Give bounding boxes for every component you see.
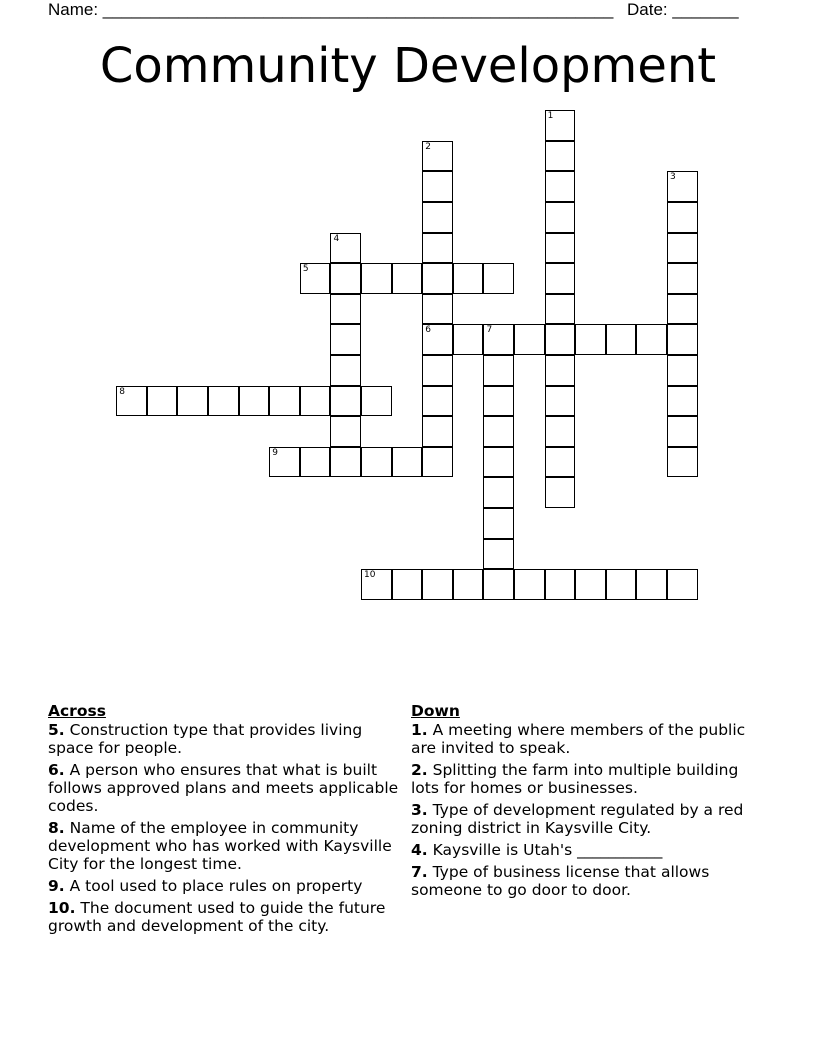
grid-cell[interactable] bbox=[361, 386, 392, 417]
grid-cell[interactable] bbox=[330, 233, 361, 264]
clue-across bbox=[48, 877, 408, 895]
grid-cell[interactable] bbox=[545, 263, 576, 294]
grid-cell[interactable] bbox=[667, 294, 698, 325]
grid-cell[interactable] bbox=[453, 569, 484, 600]
grid-cell[interactable] bbox=[361, 569, 392, 600]
grid-cell[interactable] bbox=[453, 324, 484, 355]
clue-down bbox=[411, 761, 771, 797]
grid-cell[interactable] bbox=[667, 233, 698, 264]
clue-across bbox=[48, 761, 408, 815]
clue-down bbox=[411, 841, 771, 859]
grid-cell[interactable] bbox=[545, 110, 576, 141]
grid-cell[interactable] bbox=[422, 233, 453, 264]
cell-number: 5 bbox=[302, 264, 309, 275]
grid-cell[interactable] bbox=[606, 324, 637, 355]
grid-cell[interactable] bbox=[269, 386, 300, 417]
page-title: Community Development bbox=[99, 38, 717, 94]
grid-cell[interactable] bbox=[483, 324, 514, 355]
cell-number: 9 bbox=[272, 447, 278, 458]
grid-cell[interactable] bbox=[667, 569, 698, 600]
grid-cell[interactable] bbox=[147, 386, 178, 417]
grid-cell[interactable] bbox=[667, 263, 698, 294]
grid-cell[interactable] bbox=[575, 324, 606, 355]
clue-number: 2. bbox=[411, 761, 428, 779]
grid-cell[interactable] bbox=[361, 263, 392, 294]
grid-cell[interactable] bbox=[545, 233, 576, 264]
grid-cell[interactable] bbox=[483, 386, 514, 417]
grid-cell[interactable] bbox=[483, 477, 514, 508]
grid-cell[interactable] bbox=[606, 569, 637, 600]
grid-cell[interactable] bbox=[545, 386, 576, 417]
grid-cell[interactable] bbox=[361, 447, 392, 478]
grid-cell[interactable] bbox=[545, 416, 576, 447]
grid-cell[interactable] bbox=[667, 447, 698, 478]
grid-cell[interactable] bbox=[116, 386, 147, 417]
down-heading: Down bbox=[411, 702, 460, 720]
grid-cell[interactable] bbox=[422, 447, 453, 478]
grid-cell[interactable] bbox=[392, 569, 423, 600]
grid-cell[interactable] bbox=[330, 447, 361, 478]
clue-down bbox=[411, 801, 771, 837]
grid-cell[interactable] bbox=[514, 569, 545, 600]
cell-number: 4 bbox=[333, 233, 340, 244]
grid-cell[interactable] bbox=[483, 263, 514, 294]
name-field: Name: ______________________________________________________ bbox=[48, 0, 614, 19]
clue-number: 10. bbox=[48, 899, 76, 917]
grid-cell[interactable] bbox=[545, 294, 576, 325]
grid-cell[interactable] bbox=[483, 539, 514, 570]
clue-down bbox=[411, 863, 771, 899]
clue-number: 1. bbox=[411, 721, 428, 739]
grid-cell[interactable] bbox=[422, 263, 453, 294]
grid-cell[interactable] bbox=[545, 202, 576, 233]
grid-cell[interactable] bbox=[667, 386, 698, 417]
grid-cell[interactable] bbox=[177, 386, 208, 417]
cell-number: 2 bbox=[425, 141, 431, 152]
grid-cell[interactable] bbox=[636, 324, 667, 355]
cell-number: 7 bbox=[486, 325, 493, 336]
grid-cell[interactable] bbox=[208, 386, 239, 417]
grid-cell[interactable] bbox=[667, 355, 698, 386]
grid-cell[interactable] bbox=[545, 447, 576, 478]
grid-cell[interactable] bbox=[422, 355, 453, 386]
clue-text: The document used to guide the future growth and development of the city. bbox=[48, 899, 386, 935]
clue-number: 5. bbox=[48, 721, 65, 739]
grid-cell[interactable] bbox=[545, 477, 576, 508]
clue-text: A person who ensures that what is built follows approved plans and meets applicable codes. bbox=[48, 761, 399, 815]
clue-text: Type of development regulated by a red zoning district in Kaysville City. bbox=[411, 801, 744, 837]
grid-cell[interactable] bbox=[483, 416, 514, 447]
grid-cell[interactable] bbox=[545, 324, 576, 355]
grid-cell[interactable] bbox=[392, 447, 423, 478]
across-clues bbox=[48, 702, 408, 939]
date-field: Date: _______ bbox=[627, 0, 739, 19]
grid-cell[interactable] bbox=[239, 386, 270, 417]
grid-cell[interactable] bbox=[330, 355, 361, 386]
down-clues bbox=[411, 702, 771, 903]
grid-cell[interactable] bbox=[330, 324, 361, 355]
grid-cell[interactable] bbox=[422, 294, 453, 325]
clue-number: 9. bbox=[48, 877, 65, 895]
grid-cell[interactable] bbox=[483, 355, 514, 386]
clue-text: Type of business license that allows someone to go door to door. bbox=[411, 863, 710, 899]
grid-cell[interactable] bbox=[422, 386, 453, 417]
grid-cell[interactable] bbox=[545, 171, 576, 202]
grid-cell[interactable] bbox=[269, 447, 300, 478]
grid-cell[interactable] bbox=[422, 569, 453, 600]
grid-cell[interactable] bbox=[667, 416, 698, 447]
clue-across bbox=[48, 899, 408, 935]
clue-text: Name of the employee in community development who has worked with Kaysville City for the longest time. bbox=[48, 819, 392, 873]
clue-text: Construction type that provides living space for people. bbox=[48, 721, 363, 757]
grid-cell[interactable] bbox=[483, 569, 514, 600]
grid-cell[interactable] bbox=[300, 447, 331, 478]
clue-number: 3. bbox=[411, 801, 428, 819]
grid-cell[interactable] bbox=[330, 294, 361, 325]
grid-cell[interactable] bbox=[300, 263, 331, 294]
grid-cell[interactable] bbox=[422, 202, 453, 233]
clue-number: 8. bbox=[48, 819, 65, 837]
clue-number: 6. bbox=[48, 761, 65, 779]
clue-number: 7. bbox=[411, 863, 428, 881]
grid-cell[interactable] bbox=[575, 569, 606, 600]
grid-cell[interactable] bbox=[422, 324, 453, 355]
grid-cell[interactable] bbox=[667, 202, 698, 233]
grid-cell[interactable] bbox=[330, 416, 361, 447]
clue-text: A meeting where members of the public are invited to speak. bbox=[411, 721, 746, 757]
clue-text: A tool used to place rules on property bbox=[69, 877, 363, 895]
grid-cell[interactable] bbox=[330, 386, 361, 417]
grid-cell[interactable] bbox=[545, 355, 576, 386]
grid-cell[interactable] bbox=[545, 141, 576, 172]
grid-cell[interactable] bbox=[300, 386, 331, 417]
cell-number: 10 bbox=[364, 570, 376, 581]
grid-cell[interactable] bbox=[483, 508, 514, 539]
clue-across bbox=[48, 721, 408, 757]
clue-text: Splitting the farm into multiple building lots for homes or businesses. bbox=[411, 761, 739, 797]
grid-cell[interactable] bbox=[514, 324, 545, 355]
grid-cell[interactable] bbox=[392, 263, 423, 294]
across-heading: Across bbox=[48, 702, 106, 720]
grid-cell[interactable] bbox=[636, 569, 667, 600]
clue-number: 4. bbox=[411, 841, 428, 859]
clue-text: Kaysville is Utah's ___________ bbox=[432, 841, 663, 859]
grid-cell[interactable] bbox=[483, 447, 514, 478]
clue-down bbox=[411, 721, 771, 757]
grid-cell[interactable] bbox=[453, 263, 484, 294]
cell-number: 1 bbox=[547, 111, 554, 122]
grid-cell[interactable] bbox=[422, 141, 453, 172]
grid-cell[interactable] bbox=[330, 263, 361, 294]
grid-cell[interactable] bbox=[667, 171, 698, 202]
cell-number: 3 bbox=[670, 172, 676, 183]
grid-cell[interactable] bbox=[422, 416, 453, 447]
grid-cell[interactable] bbox=[422, 171, 453, 202]
grid-cell[interactable] bbox=[667, 324, 698, 355]
clue-across bbox=[48, 819, 408, 873]
cell-number: 6 bbox=[425, 325, 431, 336]
grid-cell[interactable] bbox=[545, 569, 576, 600]
cell-number: 8 bbox=[119, 386, 125, 397]
